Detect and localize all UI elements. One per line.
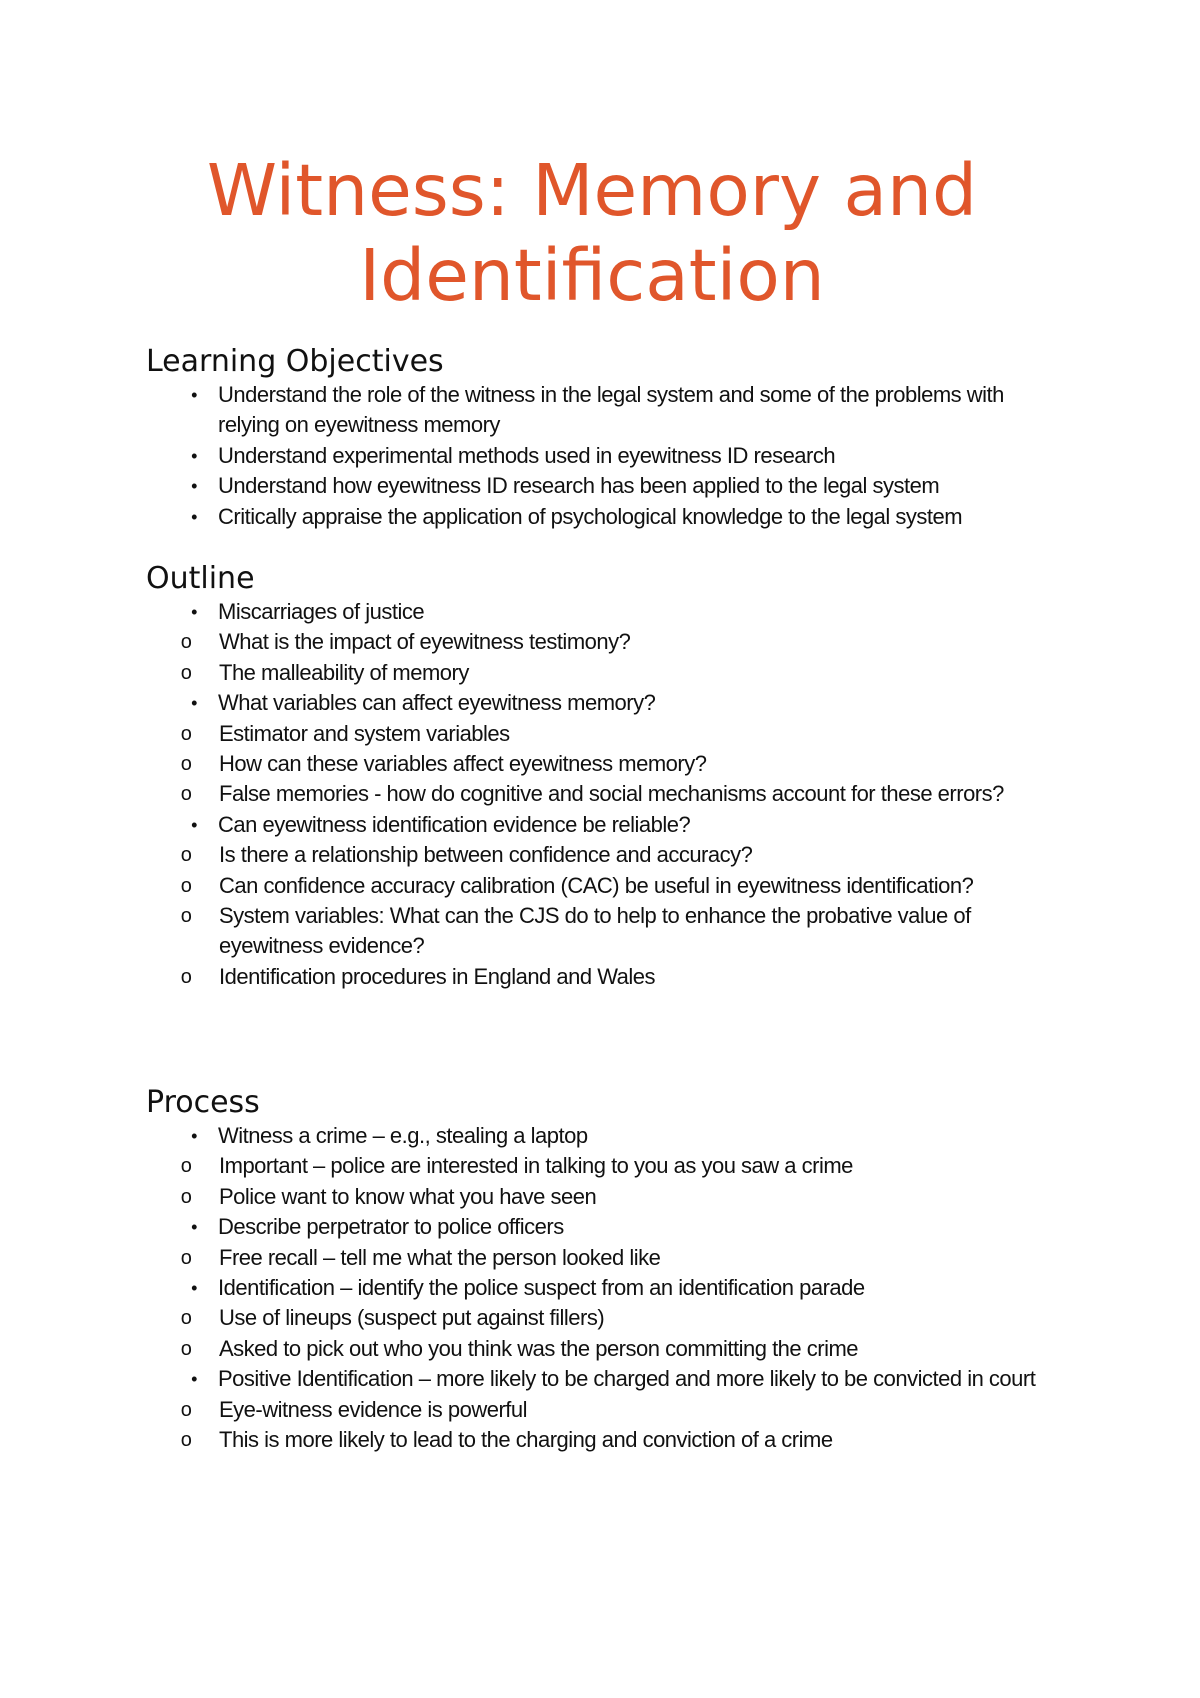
sub-bullet-icon: o <box>180 1155 192 1178</box>
sub-bullet-icon: o <box>180 722 192 745</box>
sub-bullet-icon: o <box>180 783 192 806</box>
sub-bullet-icon: o <box>180 874 192 897</box>
document-title <box>0 148 1184 318</box>
process-heading: Process <box>146 1085 260 1120</box>
process-subitem <box>180 1182 1066 1212</box>
learning-objectives-list <box>146 380 1066 532</box>
bullet-icon: • <box>191 693 197 714</box>
outline-subitem-text: False memories - how do cognitive and social mechanisms account for these errors? <box>219 781 1004 807</box>
outline-item-text: Can eyewitness identification evidence be reliable? <box>218 811 691 837</box>
process-subitem-text: Important – police are interested in talking to you as you saw a crime <box>219 1153 853 1179</box>
process-subitem <box>180 1425 1066 1455</box>
objective-item <box>146 502 1066 532</box>
objective-text: Understand experimental methods used in eyewitness ID research <box>218 442 836 468</box>
objective-item <box>146 380 1066 441</box>
process-item-text: Witness a crime – e.g., stealing a laptop <box>218 1123 588 1148</box>
outline-heading: Outline <box>146 561 255 596</box>
sub-bullet-icon: o <box>180 631 192 654</box>
outline-subitem <box>180 901 1066 962</box>
sub-bullet-icon: o <box>180 1429 192 1452</box>
outline-item-text: What variables can affect eyewitness memory? <box>218 690 656 716</box>
sub-bullet-icon: o <box>180 844 192 867</box>
objective-item <box>146 441 1066 471</box>
outline-subitem <box>180 962 1066 992</box>
process-item-text: Identification – identify the police suspect from an identification parade <box>218 1275 865 1301</box>
outline-item-text: Miscarriages of justice <box>218 599 425 624</box>
outline-subitem-text: System variables: What can the CJS do to help to enhance the probative value of eyewitness evidence? <box>219 903 971 959</box>
outline-subitem <box>180 749 1066 779</box>
outline-item <box>146 597 1066 627</box>
process-item-text: Describe perpetrator to police officers <box>218 1214 564 1240</box>
bullet-icon: • <box>191 385 197 405</box>
process-subitem-text: Eye-witness evidence is powerful <box>219 1396 528 1422</box>
outline-subitem-text: Estimator and system variables <box>219 720 510 746</box>
bullet-icon: • <box>191 1278 197 1299</box>
sub-bullet-icon: o <box>180 1246 192 1269</box>
outline-item <box>146 688 1066 718</box>
process-subitem-text: This is more likely to lead to the charging and conviction of a crime <box>219 1427 833 1453</box>
outline-subitem-text: What is the impact of eyewitness testimony? <box>219 629 631 655</box>
sub-bullet-icon: o <box>180 905 192 928</box>
learning-objectives-section <box>146 344 1066 532</box>
sub-bullet-icon: o <box>180 1398 192 1421</box>
outline-subitem-text: The malleability of memory <box>219 659 469 685</box>
process-list <box>146 1121 1066 1455</box>
process-item <box>146 1121 1066 1151</box>
outline-subitem <box>180 627 1066 657</box>
objective-text: Understand how eyewitness ID research has been applied to the legal system <box>218 473 940 499</box>
outline-subitem-text: Is there a relationship between confidence and accuracy? <box>219 842 753 868</box>
outline-item <box>146 810 1066 840</box>
objective-item <box>146 471 1066 501</box>
sub-bullet-icon: o <box>180 1337 192 1360</box>
bullet-icon: • <box>191 1369 197 1390</box>
title-line-2: Identification <box>359 234 825 317</box>
process-item-text: Positive Identification – more likely to be charged and more likely to be convicted in court <box>218 1366 1036 1392</box>
process-item <box>146 1364 1066 1394</box>
outline-section <box>146 561 1066 992</box>
process-item <box>146 1212 1066 1242</box>
sub-bullet-icon: o <box>180 753 192 776</box>
outline-subitem-text: Can confidence accuracy calibration (CAC) be useful in eyewitness identification? <box>219 872 974 898</box>
process-subitem <box>180 1151 1066 1181</box>
outline-list <box>146 597 1066 992</box>
outline-subitem <box>180 779 1066 809</box>
process-subitem <box>180 1395 1066 1425</box>
bullet-icon: • <box>191 476 197 497</box>
sub-bullet-icon: o <box>180 1185 192 1208</box>
sub-bullet-icon: o <box>180 1307 192 1330</box>
bullet-icon: • <box>191 445 197 466</box>
outline-subitem-text: How can these variables affect eyewitness memory? <box>219 751 707 777</box>
outline-subitem <box>180 658 1066 688</box>
bullet-icon: • <box>191 602 197 622</box>
process-section <box>146 1085 1066 1455</box>
outline-subitem <box>180 719 1066 749</box>
bullet-icon: • <box>191 506 197 527</box>
objective-text: Critically appraise the application of psychological knowledge to the legal system <box>218 503 963 529</box>
bullet-icon: • <box>191 1217 197 1238</box>
process-subitem <box>180 1334 1066 1364</box>
process-subitem-text: Use of lineups (suspect put against fillers) <box>219 1305 605 1331</box>
bullet-icon: • <box>191 814 197 835</box>
outline-subitem-text: Identification procedures in England and Wales <box>219 963 656 989</box>
process-subitem-text: Free recall – tell me what the person looked like <box>219 1244 661 1270</box>
process-subitem-text: Police want to know what you have seen <box>219 1183 597 1209</box>
title-line-1: Witness: Memory and <box>206 149 978 232</box>
objective-text: Understand the role of the witness in the legal system and some of the problems with relying on eyewitness memory <box>218 382 1004 438</box>
process-subitem <box>180 1303 1066 1333</box>
sub-bullet-icon: o <box>180 661 192 684</box>
process-item <box>146 1273 1066 1303</box>
outline-subitem <box>180 871 1066 901</box>
bullet-icon: • <box>191 1126 197 1146</box>
outline-subitem <box>180 840 1066 870</box>
process-subitem-text: Asked to pick out who you think was the person committing the crime <box>219 1335 859 1361</box>
sub-bullet-icon: o <box>180 965 192 988</box>
learning-objectives-heading: Learning Objectives <box>146 344 444 379</box>
process-subitem <box>180 1243 1066 1273</box>
